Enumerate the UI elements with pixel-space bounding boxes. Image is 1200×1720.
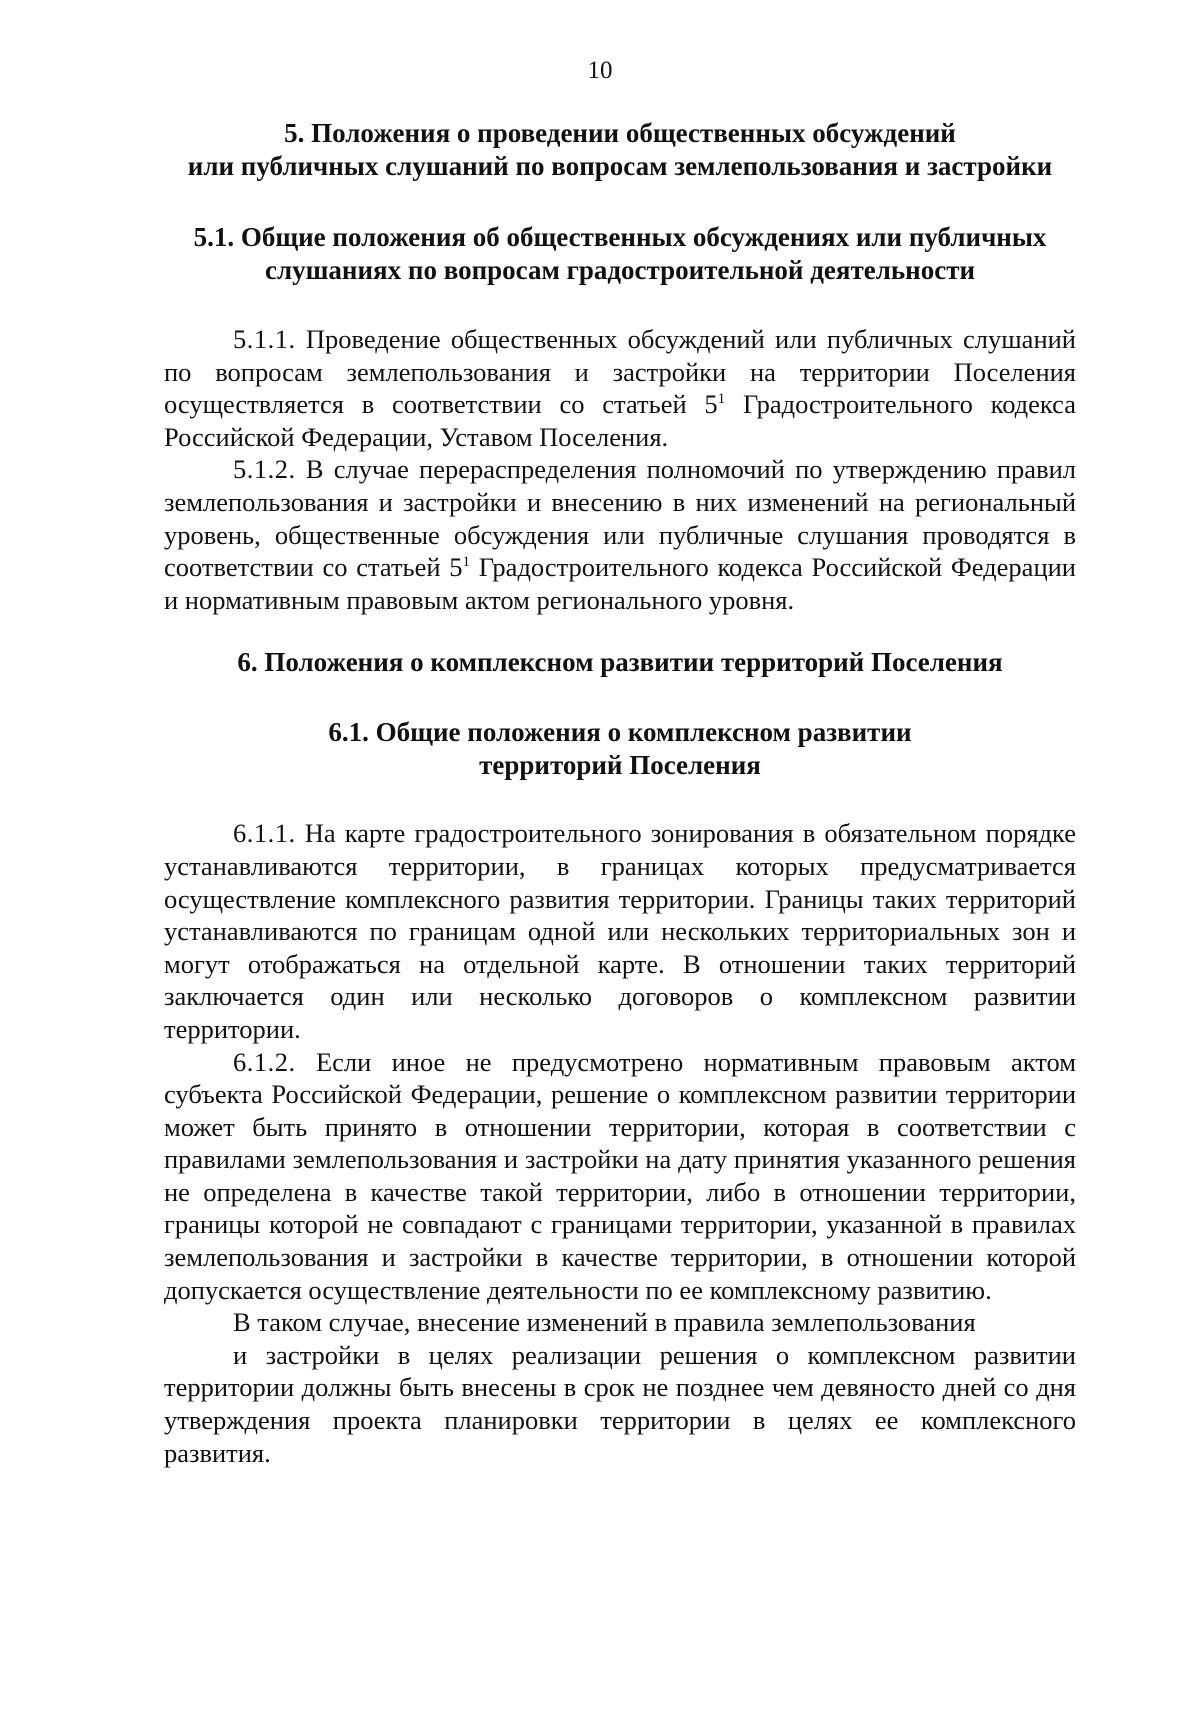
paragraph-5-1-2: [164, 453, 1076, 616]
paragraph-6-1-2: [164, 1046, 1076, 1307]
subsection-6-1-heading-line2: территорий Поселения: [479, 750, 761, 781]
paragraph-text: Градостроительного кодекса Российской Федерации и нормативным правовым актом регионального уровня.: [164, 552, 1076, 615]
paragraph-final-line1: [164, 1306, 1076, 1339]
superscript: 1: [462, 554, 471, 571]
paragraph-text: Градостроительного кодекса Российской Федерации, Уставом Поселения.: [164, 389, 1076, 452]
paragraph-text: Если иное не предусмотрено нормативным правовым актом субъекта Российской Федерации, решение о комплексном развитии территории может быть принято в отношении территории, которая в соответствии с правилами землепользования и застройки на дату принятия указанного решения не определена в качестве такой территории, либо в отношении территории, границы которой не совпадают с границами территории, указанной в правилах землепользования и застройки в качестве территории, в отношении которой допускается осуществление деятельности по ее комплексному развитию.: [164, 1046, 1076, 1305]
paragraph-5-1-1: [164, 323, 1076, 453]
section-6-heading-line: 6. Положения о комплексном развитии территорий Поселения: [237, 647, 1003, 678]
section-6-heading: [164, 646, 1076, 679]
paragraph-6-1-1: [164, 817, 1076, 1045]
subsection-5-1-heading-line1: 5.1. Общие положения об общественных обсуждениях или публичных: [193, 222, 1047, 252]
section-5-heading-line1: 5. Положения о проведении общественных обсуждений: [284, 118, 956, 148]
paragraph-number: 6.1.1.: [233, 818, 296, 849]
paragraph-text: Проведение общественных обсуждений или публичных слушаний по вопросам землепользования и застройки на территории Поселения осуществляется в соответствии со статьей 5: [164, 324, 1076, 420]
subsection-6-1-heading: [164, 716, 1076, 782]
paragraph-number: 6.1.2.: [233, 1046, 296, 1077]
superscript: 1: [717, 391, 726, 408]
paragraph-number: 5.1.2.: [233, 454, 296, 485]
paragraph-text: В таком случае, внесение изменений в правила землепользования: [233, 1307, 976, 1338]
section-5-heading: [164, 117, 1076, 183]
subsection-5-1-heading-line2: слушаниях по вопросам градостроительной деятельности: [264, 255, 976, 285]
paragraph-text: В случае перераспределения полномочий по утверждению правил землепользования и застройки и внесению в них изменений на региональный уровень, общественные обсуждения или публичные слушания проводятся в соответствии со статьей 5: [164, 454, 1076, 583]
paragraph-text: и застройки в целях реализации решения о комплексном развитии территории должны быть внесены в срок не позднее чем девяносто дней со дня утверждения проекта планировки территории в целях ее комплексного развития.: [164, 1339, 1076, 1468]
page-number: 10: [587, 57, 613, 84]
paragraph-final-rest: [164, 1339, 1076, 1469]
paragraph-text: На карте градостроительного зонирования в обязательном порядке устанавливаются территории, в границах которых предусматривается осуществление комплексного развития территории. Границы таких территорий устанавливаются по границам одной или нескольких территориальных зон и могут отображаться на отдельной карте. В отношении таких территорий заключается один или несколько договоров о комплексном развитии территории.: [164, 818, 1077, 1044]
section-5-heading-line2: или публичных слушаний по вопросам землепользования и застройки: [187, 151, 1053, 181]
document-body: [164, 117, 1076, 1469]
subsection-5-1-heading: [164, 221, 1076, 287]
subsection-6-1-heading-line1: 6.1. Общие положения о комплексном развитии: [328, 717, 912, 748]
paragraph-number: 5.1.1.: [233, 324, 296, 354]
